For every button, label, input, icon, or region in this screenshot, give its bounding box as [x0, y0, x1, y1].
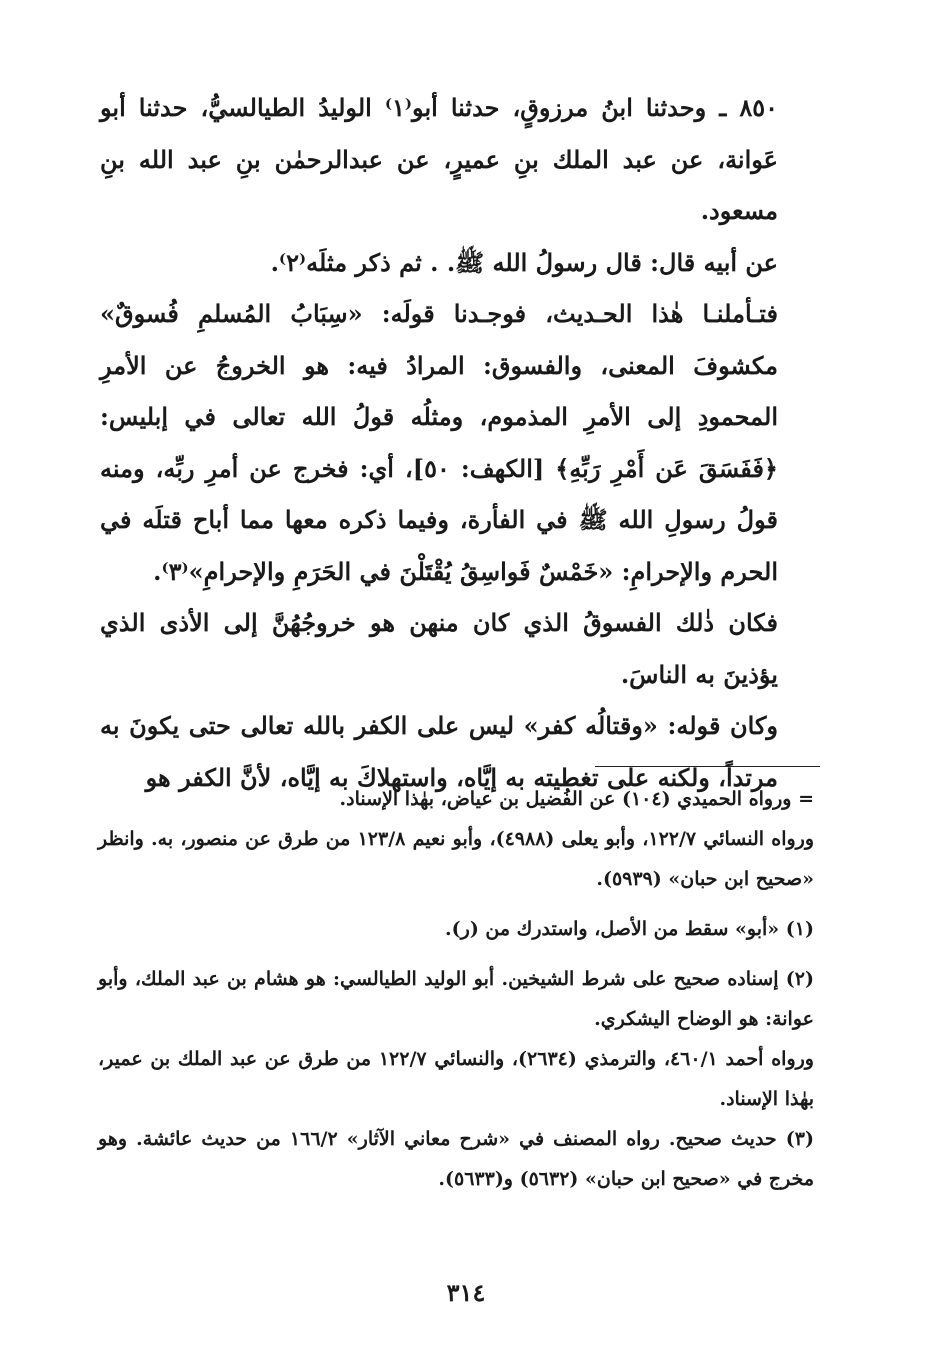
hadith-850-paragraph: ٨٥٠ ـ وحدثنا ابنُ مرزوقٍ، حدثنا أبو⁽١⁾ الوليدُ الطيالسيُّ، حدثنا أبو عَوانة، عن عبد الملك بنِ عميرٍ، عن عبدالرحمٰن بنِ عبد الله بنِ مسعود. [100, 93, 779, 225]
narration-paragraph: عن أبيه قال: قال رسولُ الله ﷺ. . ثم ذكر مثلَه⁽٢⁾. [270, 247, 778, 277]
footnote-2-continued: ورواه أحمد ٤٦٠/١، والترمذي (٢٦٣٤)، والنسائي ١٢٢/٧ من طرق عن عبد الملك بن عمير، بهٰذا الإسناد. [98, 1048, 814, 1110]
footnote-1: (١) «أبو» سقط من الأصل، واستدرك من (ر). [445, 918, 814, 940]
footnote-divider [595, 766, 820, 767]
footnote-continued: = ورواه الحميدي (١٠٤) عن الفُضيل بن عياض، بهٰذا الإسناد. [339, 788, 814, 810]
footnotes [98, 779, 814, 1199]
main-text [100, 82, 812, 803]
continuation-paragraph: وكان قوله: «وقتالُه كفر» ليس على الكفر بالله تعالى حتى يكونَ به مرتداً، ولكنه على تغطيته به إيَّاه، واستهلاكَ به إيَّاه، لأنَّ الكفر هو [100, 711, 778, 792]
explanation-paragraph: فكان ذٰلك الفسوقُ الذي كان منهن هو خروجُهُنَّ إلى الأذى الذي يؤذينَ به الناسَ. [100, 608, 778, 689]
footnote-2: (٢) إسناده صحيح على شرط الشيخين. أبو الوليد الطيالسي: هو هشام بن عبد الملك، وأبو عوانة: هو الوضاح اليشكري. [98, 968, 814, 1030]
commentary-paragraph: فتـأملنـا هٰذا الحـديث، فوجـدنا قولَه: «سِبَابُ المُسلمِ فُسوقٌ» مكشوفَ المعنى، والفسوق: المرادُ فيه: هو الخروجُ عن الأمرِ المحمودِ إلى الأمرِ المذموم، ومثلُه قولُ الله تعالى في إبليس: ﴿فَفَسَقَ عَن أَمْرِ رَبِّهِ﴾ [الكهف: ٥٠]، أي: فخرج عن أمرِ ربِّه، ومنه قولُ رسولِ الله ﷺ في الفأرة، وفيما ذكره معها مما أباح قتلَه في الحرم والإحرامِ: «خَمْسٌ فَواسِقُ يُقْتَلْنَ في الحَرَمِ والإحرامِ»⁽٣⁾. [100, 299, 778, 586]
page-number: ٣١٤ [446, 1278, 486, 1307]
footnote-continued-2: ورواه النسائي ١٢٢/٧، وأبو يعلى (٤٩٨٨)، وأبو نعيم ١٢٣/٨ من طرق عن منصور، به. وانظر «صحيح ابن حبان» (٥٩٣٩). [98, 828, 815, 890]
footnote-3: (٣) حديث صحيح. رواه المصنف في «شرح معاني الآثار» ١٦٦/٢ من حديث عائشة. وهو مخرج في «صحيح ابن حبان» (٥٦٣٢) و(٥٦٣٣). [98, 1128, 814, 1190]
